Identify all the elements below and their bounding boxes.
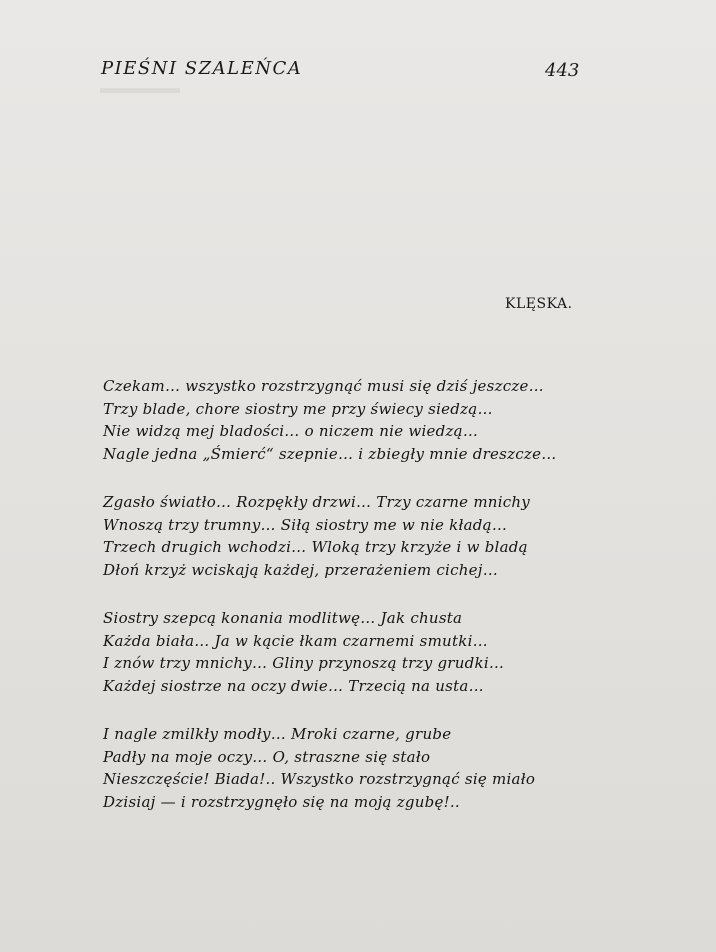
poem-line: Trzy blade, chore siostry me przy świecy siedzą… — [103, 399, 493, 418]
stanza — [103, 491, 593, 581]
stanza — [103, 607, 593, 697]
page-number: 443 — [545, 60, 580, 81]
running-title: PIEŚNI SZALEŃCA — [101, 58, 303, 79]
poem-line: I znów trzy mnichy… Gliny przynoszą trzy grudki… — [103, 654, 505, 672]
poem-body — [103, 375, 593, 839]
stanza — [103, 375, 593, 465]
poem-line: Wnoszą trzy trumny… Siłą siostry me w nie kładą… — [103, 515, 508, 534]
poem-line: Każda biała… Ja w kącie łkam czarnemi smutki… — [103, 631, 488, 650]
poem-title: KLĘSKA. — [505, 296, 573, 312]
poem-line: I nagle zmilkły modły… Mroki czarne, grube — [103, 725, 452, 743]
poem-line: Każdej siostrze na oczy dwie… Trzecią na usta… — [103, 676, 484, 695]
poem-line: Dzisiaj — i rozstrzygnęło się na moją zgubę!.. — [103, 792, 460, 811]
poem-line: Padły na moje oczy… O, straszne się stało — [103, 747, 431, 766]
poem-line: Siostry szepcą konania modlitwę… Jak chusta — [103, 609, 463, 627]
poem-line: Zgasło światło… Rozpękły drzwi… Trzy czarne mnichy — [103, 493, 531, 511]
poem-line: Dłoń krzyż wciskają każdej, przerażeniem cichej… — [103, 560, 498, 579]
stanza — [103, 723, 593, 813]
show-through-text: ▬▬▬▬▬ — [100, 80, 180, 97]
poem-line: Nieszczęście! Biada!.. Wszystko rozstrzygnąć się miało — [103, 770, 536, 788]
poem-line: Czekam… wszystko rozstrzygnąć musi się dziś jeszcze… — [103, 377, 544, 395]
poem-line: Nagle jedna „Śmierć“ szepnie… i zbiegły mnie dreszcze… — [103, 444, 557, 463]
poem-line: Trzech drugich wchodzi… Wloką trzy krzyże i w bladą — [103, 538, 528, 556]
poem-line: Nie widzą mej bladości… o niczem nie wiedzą… — [103, 422, 479, 440]
